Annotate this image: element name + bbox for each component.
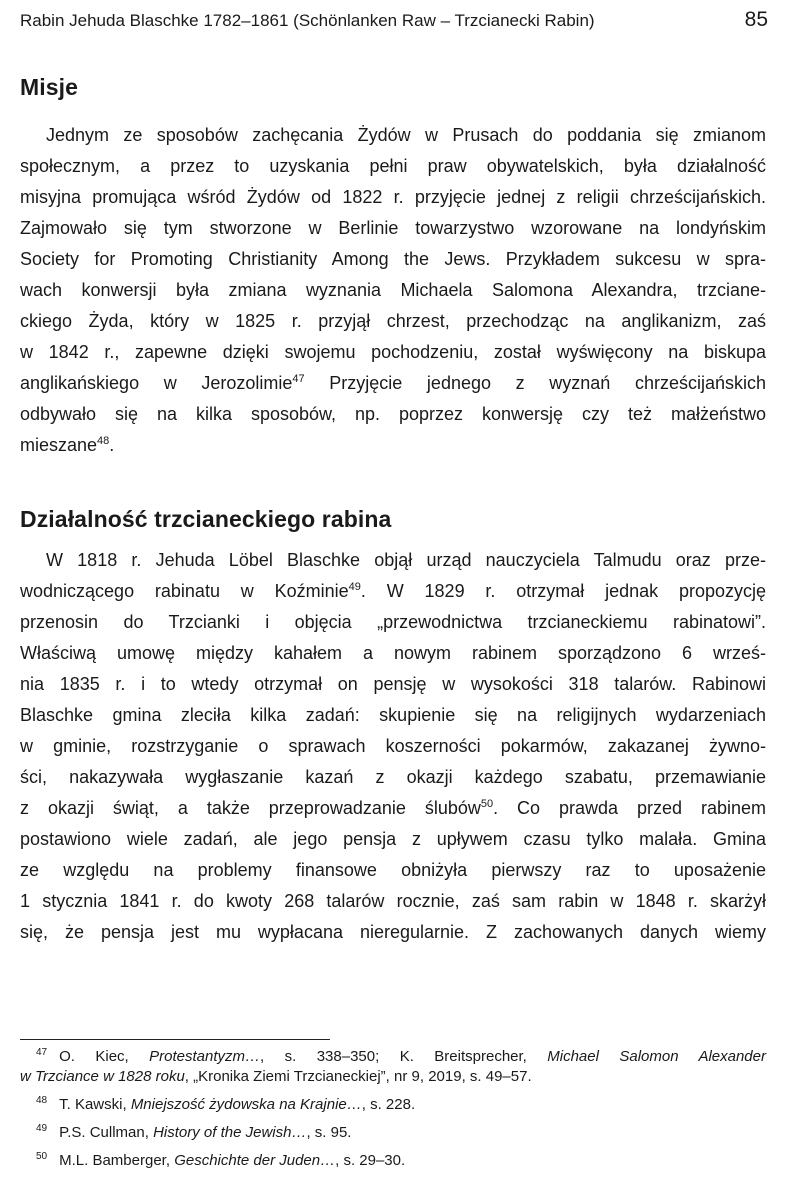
text-line: w gminie, rozstrzyganie o sprawach koszerności pokarmów, zakazanej żywno- — [20, 736, 766, 756]
text-line: ści, nakazywała wygłaszanie kazań z okazji każdego szabatu, przemawianie — [20, 767, 766, 787]
section-1-paragraph — [20, 120, 766, 461]
footnote-ref-50[interactable]: 50 — [480, 798, 494, 810]
footnote-line — [20, 1151, 766, 1171]
text-line: misyjna promująca wśród Żydów od 1822 r. przyjęcie jednej z religii chrześcijańskich. — [20, 187, 766, 207]
footnote-text: , s. 29–30. — [335, 1152, 406, 1169]
text-line: W 1818 r. Jehuda Löbel Blaschke objął urząd nauczyciela Talmudu oraz prze- — [46, 550, 766, 570]
text-line: się, że pensja jest mu wypłacana nieregularnie. Z zachowanych danych wiemy — [20, 922, 766, 942]
text-segment: Przyjęcie jednego z wyznań chrześcijańskich — [304, 373, 766, 393]
footnote-line — [20, 1047, 766, 1067]
section-heading-dzialalnosc: Działalność trzcianeckiego rabina — [20, 506, 392, 532]
text-line: Właściwą umowę między kahałem a nowym rabinem sporządzono 6 wrześ- — [20, 643, 766, 663]
page-number: 85 — [744, 8, 768, 31]
text-line: postawiono wiele zadań, ale jego pensja z upływem czasu tylko malała. Gmina — [20, 829, 766, 849]
running-header — [20, 8, 768, 36]
text-line: Zajmowało się tym stworzone w Berlinie towarzystwo wzorowane na londyńskim — [20, 218, 766, 238]
footnote-title: Mniejszość żydowska na Krajnie… — [130, 1096, 362, 1113]
text-line-with-footnote — [20, 576, 766, 607]
text-line: 1 stycznia 1841 r. do kwoty 268 talarów rocznie, zaś sam rabin w 1848 r. skarżył — [20, 891, 766, 911]
text-segment: mieszane — [20, 435, 98, 455]
footnote-49 — [20, 1123, 766, 1143]
text-segment: . Co prawda przed rabinem — [493, 798, 766, 818]
footnote-number: 49 — [36, 1123, 48, 1134]
footnote-line — [20, 1123, 766, 1143]
text-line: w 1842 r., zapewne dzięki swojemu pochodzeniu, został wyświęcony na biskupa — [20, 342, 766, 362]
footnote-text: T. Kawski, — [59, 1096, 131, 1113]
footnote-number: 47 — [36, 1047, 48, 1058]
running-title: Rabin Jehuda Blaschke 1782–1861 (Schönlanken Raw – Trzcianecki Rabin) — [20, 11, 595, 30]
footnote-47 — [20, 1047, 766, 1087]
footnote-50 — [20, 1151, 766, 1171]
text-line-with-footnote — [20, 368, 766, 399]
footnote-title: Michael Salomon Alexander — [547, 1048, 766, 1065]
text-line: ze względu na problemy finansowe obniżyła pierwszy raz to uposażenie — [20, 860, 766, 880]
text-line-with-footnote — [20, 430, 766, 461]
footnote-line — [20, 1067, 766, 1087]
footnote-text: O. Kiec, — [59, 1048, 150, 1065]
footnote-text: , s. 95. — [306, 1124, 352, 1141]
footnote-title: w Trzciance w 1828 roku — [20, 1068, 185, 1085]
footnote-line — [20, 1095, 766, 1115]
footnote-ref-49[interactable]: 49 — [348, 581, 361, 593]
footnote-text: , s. 338–350; K. Breitsprecher, — [260, 1048, 548, 1065]
text-segment: . W 1829 r. otrzymał jednak propozycję — [360, 581, 766, 601]
footnote-divider — [20, 1039, 330, 1040]
footnote-title: Protestantyzm… — [149, 1048, 261, 1065]
text-line: przenosin do Trzcianki i objęcia „przewodnictwa trzcianeckiemu rabinatowi”. — [20, 612, 766, 632]
footnote-title: Geschichte der Juden… — [174, 1152, 336, 1169]
footnote-ref-47[interactable]: 47 — [292, 373, 305, 385]
footnote-number: 48 — [36, 1095, 48, 1106]
text-line: ckiego Żyda, który w 1825 r. przyjął chrzest, przechodząc na anglikanizm, zaś — [20, 311, 766, 331]
text-line: Society for Promoting Christianity Among the Jews. Przykładem sukcesu w spra- — [20, 249, 766, 269]
text-segment: wodniczącego rabinatu w Koźminie — [20, 581, 349, 601]
section-heading-misje: Misje — [20, 74, 79, 100]
text-line: Jednym ze sposobów zachęcania Żydów w Prusach do poddania się zmianom — [46, 125, 766, 145]
text-line: społecznym, a przez to uzyskania pełni praw obywatelskich, była działalność — [20, 156, 766, 176]
text-line: Blaschke gmina zleciła kilka zadań: skupienie się na religijnych wydarzeniach — [20, 705, 766, 725]
text-line: nia 1835 r. i to wtedy otrzymał on pensję w wysokości 318 talarów. Rabinowi — [20, 674, 766, 694]
footnote-number: 50 — [36, 1151, 48, 1162]
footnote-ref-48[interactable]: 48 — [97, 435, 110, 447]
section-2-paragraph — [20, 545, 766, 948]
text-line: odbywało się na kilka sposobów, np. poprzez konwersję czy też małżeństwo — [20, 404, 766, 424]
footnotes-list — [20, 1045, 766, 1171]
footnote-text: , „Kronika Ziemi Trzcianeckiej”, nr 9, 2019, s. 49–57. — [184, 1068, 532, 1085]
text-line: wach konwersji była zmiana wyznania Michaela Salomona Alexandra, trzciane- — [20, 280, 766, 300]
text-segment: . — [109, 435, 115, 455]
text-line-with-footnote — [20, 793, 766, 824]
footnote-text: , s. 228. — [361, 1096, 416, 1113]
footnote-text: M.L. Bamberger, — [59, 1152, 175, 1169]
footnote-text: P.S. Cullman, — [59, 1124, 154, 1141]
text-segment: z okazji świąt, a także przeprowadzanie ślubów — [20, 798, 481, 818]
footnote-title: History of the Jewish… — [153, 1124, 307, 1141]
text-segment: anglikańskiego w Jerozolimie — [20, 373, 293, 393]
footnote-48 — [20, 1095, 766, 1115]
